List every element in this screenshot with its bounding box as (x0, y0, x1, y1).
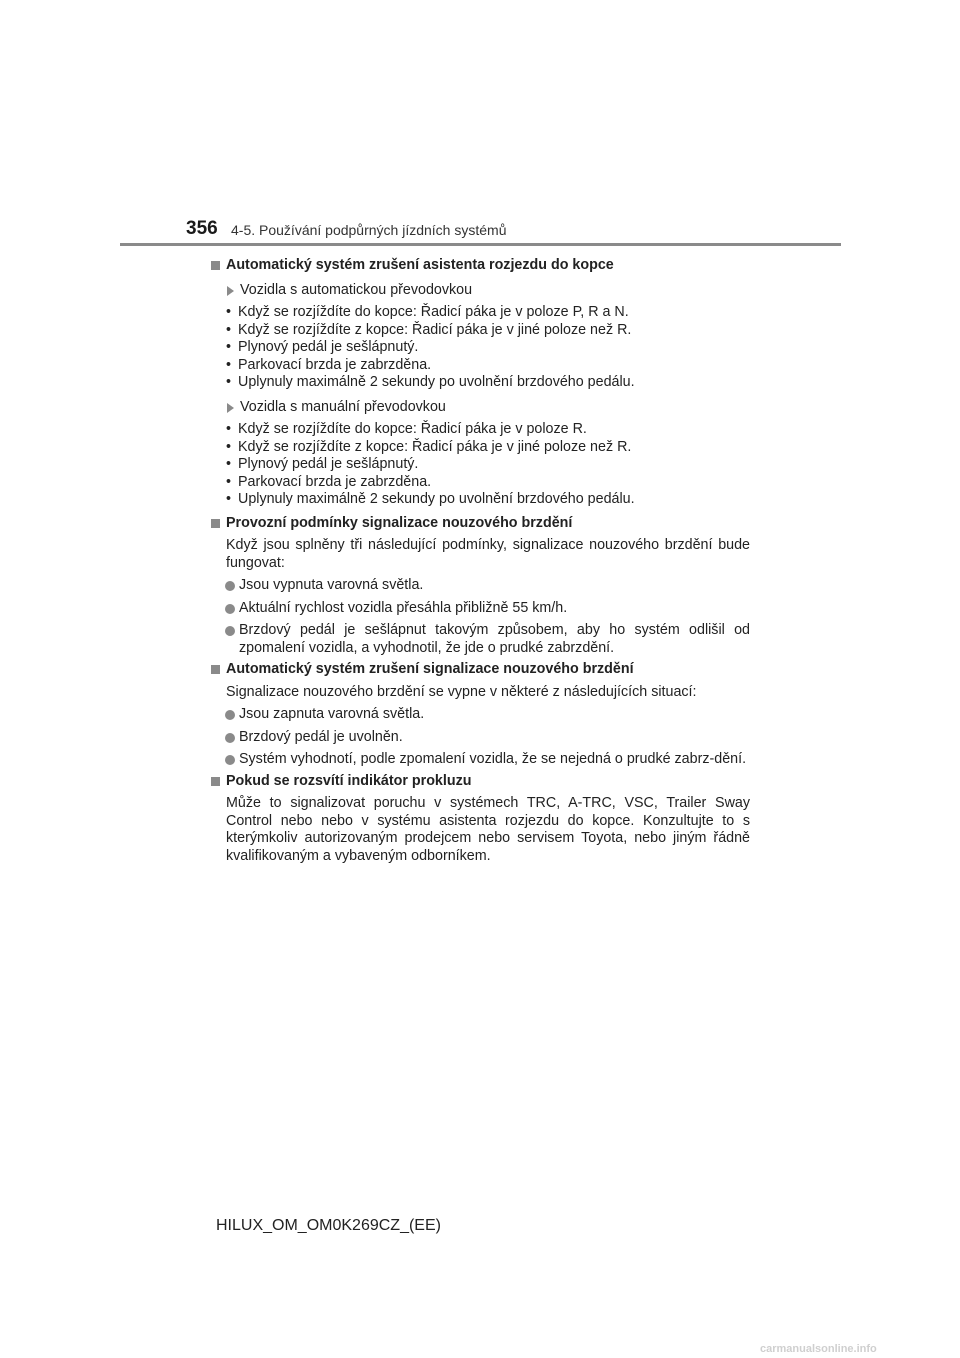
bullet-dot-icon: • (226, 374, 232, 390)
page-content (210, 254, 750, 865)
circle-bullet-icon (225, 710, 235, 720)
subheading-manual: Vozidla s manuální převodovkou (210, 399, 750, 417)
list-item: Brzdový pedál je sešlápnut takovým způsobem, aby ho systém odlišil od zpomalení vozidla, a vyhodnotil, že jde o prudké zabrzdění. (210, 622, 750, 657)
list-item: Jsou zapnuta varovná světla. (210, 706, 750, 724)
watermark: carmanualsonline.info (760, 1343, 877, 1355)
square-bullet-icon (211, 519, 220, 528)
circle-bullet-icon (225, 755, 235, 765)
circle-bullet-icon (225, 581, 235, 591)
section-heading: Pokud se rozsvítí indikátor prokluzu (210, 773, 750, 791)
section-heading: Automatický systém zrušení asistenta rozjezdu do kopce (210, 257, 750, 275)
header-rule (120, 243, 841, 246)
bullet-dot-icon: • (226, 456, 232, 472)
bullet-dot-icon: • (226, 304, 232, 320)
bullet-dot-icon: • (226, 491, 232, 507)
circle-bullet-icon (225, 604, 235, 614)
list-item: • Když se rozjíždíte do kopce: Řadicí páka je v poloze P, R a N. (226, 304, 629, 320)
list-item: Jsou vypnuta varovná světla. (210, 577, 750, 595)
bullet-dot-icon: • (226, 356, 232, 373)
list-item: • Parkovací brzda je zabrzděna. (226, 356, 432, 373)
list-item: • Parkovací brzda je zabrzděna. (226, 473, 432, 490)
triangle-arrow-icon (227, 286, 234, 296)
paragraph: Když jsou splněny tři následující podmínky, signalizace nouzového brzdění bude fungovat: (226, 537, 750, 571)
bullet-dot-icon: • (226, 321, 232, 338)
bullet-dot-icon: • (226, 421, 232, 437)
triangle-arrow-icon (227, 403, 234, 413)
square-bullet-icon (211, 777, 220, 786)
subheading-automatic: Vozidla s automatickou převodovkou (210, 282, 750, 300)
bullet-dot-icon: • (226, 339, 232, 355)
condition-list (210, 304, 750, 392)
list-item: • Když se rozjíždíte z kopce: Řadicí páka je v jiné poloze než R. (226, 321, 632, 338)
document-code: HILUX_OM_OM0K269CZ_(EE) (216, 1217, 441, 1234)
list-item: Brzdový pedál je uvolněn. (210, 729, 750, 747)
list-item: • Když se rozjíždíte z kopce: Řadicí páka je v jiné poloze než R. (226, 438, 632, 455)
paragraph: Signalizace nouzového brzdění se vypne v některé z následujících situací: (226, 683, 697, 700)
list-item: • Plynový pedál je sešlápnutý. (226, 339, 419, 355)
section-title: 4-5. Používání podpůrných jízdních systémů (231, 222, 507, 238)
list-item: Systém vyhodnotí, podle zpomalení vozidla, že se nejedná o prudké zabrz-dění. (210, 751, 750, 769)
section-heading: Automatický systém zrušení signalizace nouzového brzdění (210, 661, 750, 679)
circle-bullet-icon (225, 733, 235, 743)
list-item: • Uplynuly maximálně 2 sekundy po uvolnění brzdového pedálu. (226, 491, 635, 507)
list-item: • Plynový pedál je sešlápnutý. (226, 456, 419, 472)
list-item: • Uplynuly maximálně 2 sekundy po uvolnění brzdového pedálu. (226, 374, 635, 390)
list-item: Aktuální rychlost vozidla přesáhla přibližně 55 km/h. (210, 600, 750, 618)
square-bullet-icon (211, 665, 220, 674)
page-number: 356 (186, 218, 218, 239)
square-bullet-icon (211, 261, 220, 270)
condition-list (210, 421, 750, 509)
paragraph: Může to signalizovat poruchu v systémech TRC, A-TRC, VSC, Trailer Sway Control nebo nebo v systému asistenta rozjezdu do kopce. Konzultujte to s kterýmkoliv autorizovaným prodejcem nebo servisem Toyota, nebo jiným řádně kvalifikovaným a vybaveným odborníkem. (226, 795, 750, 864)
circle-bullet-icon (225, 626, 235, 636)
list-item: • Když se rozjíždíte do kopce: Řadicí páka je v poloze R. (226, 421, 587, 437)
bullet-dot-icon: • (226, 438, 232, 455)
bullet-dot-icon: • (226, 473, 232, 490)
section-heading: Provozní podmínky signalizace nouzového brzdění (210, 515, 750, 533)
